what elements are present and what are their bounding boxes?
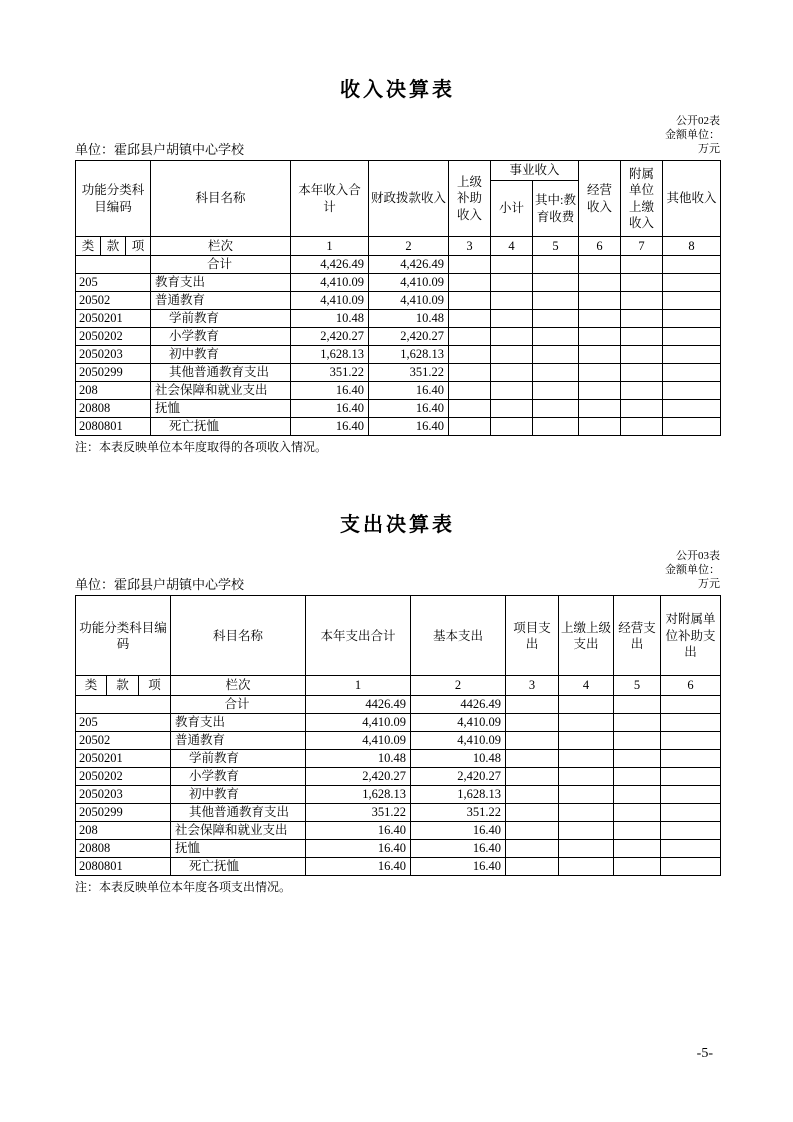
table-row [76, 803, 721, 821]
expense-table-code: 公开03表 [676, 550, 720, 563]
row-code: 2080801 [76, 418, 151, 436]
expense-col-header-affiliated-subsidy: 对附属单位补助支出 [661, 596, 721, 676]
expense-meta-right [665, 549, 720, 591]
row-value [579, 256, 621, 274]
row-value: 10.48 [411, 749, 506, 767]
row-value: 351.22 [411, 803, 506, 821]
row-value [506, 785, 559, 803]
expense-col-number-1: 1 [306, 676, 411, 695]
expense-col-header-name: 科目名称 [171, 596, 306, 676]
row-value [533, 346, 579, 364]
row-value [579, 310, 621, 328]
row-value: 4,410.09 [369, 292, 449, 310]
row-value [621, 256, 663, 274]
income-meta [75, 114, 720, 158]
row-value [559, 803, 614, 821]
row-value [621, 328, 663, 346]
row-value [614, 785, 661, 803]
row-code: 2080801 [76, 857, 171, 875]
expense-col-number-5: 5 [614, 676, 661, 695]
row-value [661, 767, 721, 785]
expense-col-number-4: 4 [559, 676, 614, 695]
row-subject-name: 死亡抚恤 [171, 857, 306, 875]
income-subcol-xiang: 项 [126, 237, 151, 256]
row-subject-name: 学前教育 [151, 310, 291, 328]
income-col-number-6: 6 [579, 237, 621, 256]
row-code: 20502 [76, 292, 151, 310]
row-code: 2050201 [76, 749, 171, 767]
row-value [663, 364, 721, 382]
row-value [621, 418, 663, 436]
row-value [621, 310, 663, 328]
income-col-header-fiscal: 财政拨款收入 [369, 161, 449, 237]
row-value: 4,410.09 [291, 292, 369, 310]
income-col-number-2: 2 [369, 237, 449, 256]
row-value [533, 292, 579, 310]
table-row [76, 731, 721, 749]
row-value: 2,420.27 [411, 767, 506, 785]
row-value [614, 695, 661, 713]
row-value: 2,420.27 [291, 328, 369, 346]
expense-table [75, 595, 721, 875]
table-row [76, 821, 721, 839]
row-value [614, 731, 661, 749]
expense-meta [75, 549, 720, 593]
row-subject-name: 小学教育 [171, 767, 306, 785]
row-value [491, 346, 533, 364]
row-subject-name: 教育支出 [151, 274, 291, 292]
table-row [76, 418, 721, 436]
row-subject-name: 合计 [171, 695, 306, 713]
row-value [661, 803, 721, 821]
row-value [491, 292, 533, 310]
income-title: 收入决算表 [340, 79, 455, 101]
row-value [559, 839, 614, 857]
row-value [449, 400, 491, 418]
row-value [579, 400, 621, 418]
row-value [506, 731, 559, 749]
expense-table-body [76, 695, 721, 875]
row-value [663, 418, 721, 436]
expense-subcol-lei: 类 [76, 676, 107, 695]
row-value: 1,628.13 [291, 346, 369, 364]
row-value [491, 364, 533, 382]
row-subject-name: 小学教育 [151, 328, 291, 346]
row-value: 16.40 [306, 839, 411, 857]
row-value: 16.40 [291, 418, 369, 436]
row-value [621, 382, 663, 400]
income-col-header-business: 事业收入 [491, 161, 579, 181]
row-value [579, 346, 621, 364]
row-value [449, 292, 491, 310]
row-value: 4,410.09 [306, 713, 411, 731]
expense-unit-value: 万元 [698, 578, 720, 591]
row-value [614, 767, 661, 785]
row-value [533, 418, 579, 436]
row-value: 16.40 [369, 400, 449, 418]
income-lanci-label: 栏次 [151, 237, 291, 256]
row-code: 20808 [76, 400, 151, 418]
row-value: 16.40 [411, 821, 506, 839]
row-value: 16.40 [306, 857, 411, 875]
row-value [579, 418, 621, 436]
expense-table-header [76, 596, 721, 695]
row-value: 1,628.13 [306, 785, 411, 803]
row-value [533, 382, 579, 400]
row-value: 4,410.09 [306, 731, 411, 749]
row-value [559, 767, 614, 785]
row-value: 1,628.13 [369, 346, 449, 364]
row-value: 4,426.49 [291, 256, 369, 274]
row-value [449, 328, 491, 346]
row-value [533, 400, 579, 418]
row-value [491, 310, 533, 328]
row-value [449, 256, 491, 274]
row-value [663, 346, 721, 364]
income-subcol-kuan: 款 [101, 237, 126, 256]
income-table-body [76, 256, 721, 436]
income-col-number-8: 8 [663, 237, 721, 256]
row-value: 351.22 [369, 364, 449, 382]
row-value: 351.22 [306, 803, 411, 821]
row-value [506, 803, 559, 821]
row-subject-name: 合计 [151, 256, 291, 274]
row-value [621, 346, 663, 364]
expense-lanci-label: 栏次 [171, 676, 306, 695]
income-col-header-superior-subsidy: 上级补助收入 [449, 161, 491, 237]
row-value [663, 328, 721, 346]
row-code: 20502 [76, 731, 171, 749]
income-col-header-business-subtotal: 小计 [491, 181, 533, 237]
row-value [614, 749, 661, 767]
row-value [663, 382, 721, 400]
row-value: 16.40 [369, 418, 449, 436]
expense-col-header-project: 项目支出 [506, 596, 559, 676]
table-row [76, 695, 721, 713]
row-value [579, 292, 621, 310]
row-value [533, 364, 579, 382]
row-value: 16.40 [369, 382, 449, 400]
row-value [491, 256, 533, 274]
row-value: 4,410.09 [369, 274, 449, 292]
table-row [76, 256, 721, 274]
expense-title: 支出决算表 [340, 514, 455, 537]
row-value [506, 821, 559, 839]
expense-col-header-total: 本年支出合计 [306, 596, 411, 676]
expense-col-header-operating: 经营支出 [614, 596, 661, 676]
row-value [491, 418, 533, 436]
row-value [449, 346, 491, 364]
row-value [663, 256, 721, 274]
row-value: 2,420.27 [306, 767, 411, 785]
row-code: 208 [76, 821, 171, 839]
row-subject-name: 抚恤 [171, 839, 306, 857]
row-subject-name: 普通教育 [171, 731, 306, 749]
table-row [76, 310, 721, 328]
row-value [579, 382, 621, 400]
table-row [76, 328, 721, 346]
income-col-header-total: 本年收入合计 [291, 161, 369, 237]
expense-col-header-basic: 基本支出 [411, 596, 506, 676]
table-row [76, 785, 721, 803]
row-value [506, 713, 559, 731]
expense-section [75, 513, 720, 894]
income-col-number-3: 3 [449, 237, 491, 256]
income-col-header-code: 功能分类科目编码 [76, 161, 151, 237]
income-col-number-7: 7 [621, 237, 663, 256]
income-col-header-name: 科目名称 [151, 161, 291, 237]
row-value [533, 274, 579, 292]
income-subcol-lei: 类 [76, 237, 101, 256]
row-value [663, 310, 721, 328]
row-subject-name: 其他普通教育支出 [151, 364, 291, 382]
income-table [75, 160, 721, 436]
row-value [621, 364, 663, 382]
row-subject-name: 初中教育 [171, 785, 306, 803]
row-value [663, 274, 721, 292]
row-value [579, 328, 621, 346]
row-value [614, 821, 661, 839]
row-subject-name: 社会保障和就业支出 [171, 821, 306, 839]
income-col-header-affiliated-remit: 附属单位上缴收入 [621, 161, 663, 237]
row-subject-name: 死亡抚恤 [151, 418, 291, 436]
row-value [533, 256, 579, 274]
income-unit-value: 万元 [698, 143, 720, 155]
row-code: 208 [76, 382, 151, 400]
row-subject-name: 初中教育 [151, 346, 291, 364]
row-value [663, 292, 721, 310]
row-subject-name: 抚恤 [151, 400, 291, 418]
row-subject-name: 教育支出 [171, 713, 306, 731]
row-value [614, 803, 661, 821]
row-code: 205 [76, 274, 151, 292]
table-row [76, 382, 721, 400]
table-row [76, 346, 721, 364]
row-value [491, 400, 533, 418]
row-value: 351.22 [291, 364, 369, 382]
row-value [614, 857, 661, 875]
row-code: 2050202 [76, 767, 171, 785]
expense-subcol-xiang: 项 [139, 676, 171, 695]
table-row [76, 400, 721, 418]
row-value [506, 695, 559, 713]
row-code: 20808 [76, 839, 171, 857]
row-value [559, 785, 614, 803]
row-value [506, 839, 559, 857]
expense-unit-label: 金额单位： [665, 564, 720, 577]
row-value [559, 821, 614, 839]
row-value [533, 328, 579, 346]
expense-note: 注：本表反映单位本年度各项支出情况。 [75, 879, 292, 894]
row-subject-name: 社会保障和就业支出 [151, 382, 291, 400]
row-value [491, 382, 533, 400]
row-value [661, 785, 721, 803]
row-code: 2050203 [76, 785, 171, 803]
row-code: 2050299 [76, 364, 151, 382]
row-value [579, 364, 621, 382]
row-value: 4,410.09 [411, 731, 506, 749]
row-value [449, 274, 491, 292]
row-value [559, 857, 614, 875]
page-number: -5- [696, 1046, 713, 1061]
table-row [76, 749, 721, 767]
row-value: 4,410.09 [291, 274, 369, 292]
row-value: 4,410.09 [411, 713, 506, 731]
row-value [506, 749, 559, 767]
row-code: 2050201 [76, 310, 151, 328]
row-value [661, 713, 721, 731]
income-section [75, 78, 720, 455]
row-value [663, 400, 721, 418]
table-row [76, 713, 721, 731]
row-value [661, 731, 721, 749]
expense-subcol-kuan: 款 [107, 676, 139, 695]
row-value [579, 274, 621, 292]
row-value [661, 749, 721, 767]
income-meta-right [665, 114, 720, 156]
row-value [614, 839, 661, 857]
table-row [76, 767, 721, 785]
row-value: 4,426.49 [369, 256, 449, 274]
income-col-header-operating: 经营收入 [579, 161, 621, 237]
expense-col-number-2: 2 [411, 676, 506, 695]
row-value [449, 364, 491, 382]
expense-col-number-6: 6 [661, 676, 721, 695]
income-unit-label: 金额单位： [665, 129, 720, 141]
row-value [559, 713, 614, 731]
income-note: 注：本表反映单位本年度取得的各项收入情况。 [75, 440, 328, 455]
income-table-header [76, 161, 721, 256]
table-row [76, 857, 721, 875]
table-row [76, 839, 721, 857]
income-col-header-business-edu-fee: 其中:教育收费 [533, 181, 579, 237]
row-value [661, 857, 721, 875]
row-value: 16.40 [306, 821, 411, 839]
row-value [559, 749, 614, 767]
income-col-header-other: 其他收入 [663, 161, 721, 237]
row-code [76, 256, 151, 274]
table-row [76, 274, 721, 292]
row-value: 2,420.27 [369, 328, 449, 346]
row-value [559, 731, 614, 749]
row-value [661, 821, 721, 839]
row-value [533, 310, 579, 328]
income-org-line: 单位：霍邱县户胡镇中心学校 [75, 142, 245, 157]
row-value: 10.48 [369, 310, 449, 328]
row-value [449, 418, 491, 436]
income-table-code: 公开02表 [676, 115, 720, 127]
table-row [76, 364, 721, 382]
row-value [661, 839, 721, 857]
row-subject-name: 学前教育 [171, 749, 306, 767]
row-value [621, 292, 663, 310]
expense-org-line: 单位：霍邱县户胡镇中心学校 [75, 577, 245, 593]
row-value [506, 857, 559, 875]
row-value: 10.48 [306, 749, 411, 767]
row-value [661, 695, 721, 713]
row-value: 10.48 [291, 310, 369, 328]
row-value: 16.40 [291, 382, 369, 400]
row-value: 16.40 [411, 839, 506, 857]
row-value: 4426.49 [411, 695, 506, 713]
income-col-number-4: 4 [491, 237, 533, 256]
row-value [614, 713, 661, 731]
row-code: 2050203 [76, 346, 151, 364]
row-value [491, 328, 533, 346]
row-value [559, 695, 614, 713]
row-subject-name: 普通教育 [151, 292, 291, 310]
table-row [76, 292, 721, 310]
income-col-number-1: 1 [291, 237, 369, 256]
row-value: 16.40 [291, 400, 369, 418]
row-value [506, 767, 559, 785]
row-code [76, 695, 171, 713]
row-value [449, 310, 491, 328]
row-value [491, 274, 533, 292]
row-value [621, 274, 663, 292]
row-value: 16.40 [411, 857, 506, 875]
row-value [449, 382, 491, 400]
row-code: 2050202 [76, 328, 151, 346]
expense-col-header-remit-superior: 上缴上级支出 [559, 596, 614, 676]
row-value: 4426.49 [306, 695, 411, 713]
row-value [621, 400, 663, 418]
row-code: 2050299 [76, 803, 171, 821]
row-subject-name: 其他普通教育支出 [171, 803, 306, 821]
income-col-number-5: 5 [533, 237, 579, 256]
expense-col-header-code: 功能分类科目编码 [76, 596, 171, 676]
row-code: 205 [76, 713, 171, 731]
row-value: 1,628.13 [411, 785, 506, 803]
expense-col-number-3: 3 [506, 676, 559, 695]
